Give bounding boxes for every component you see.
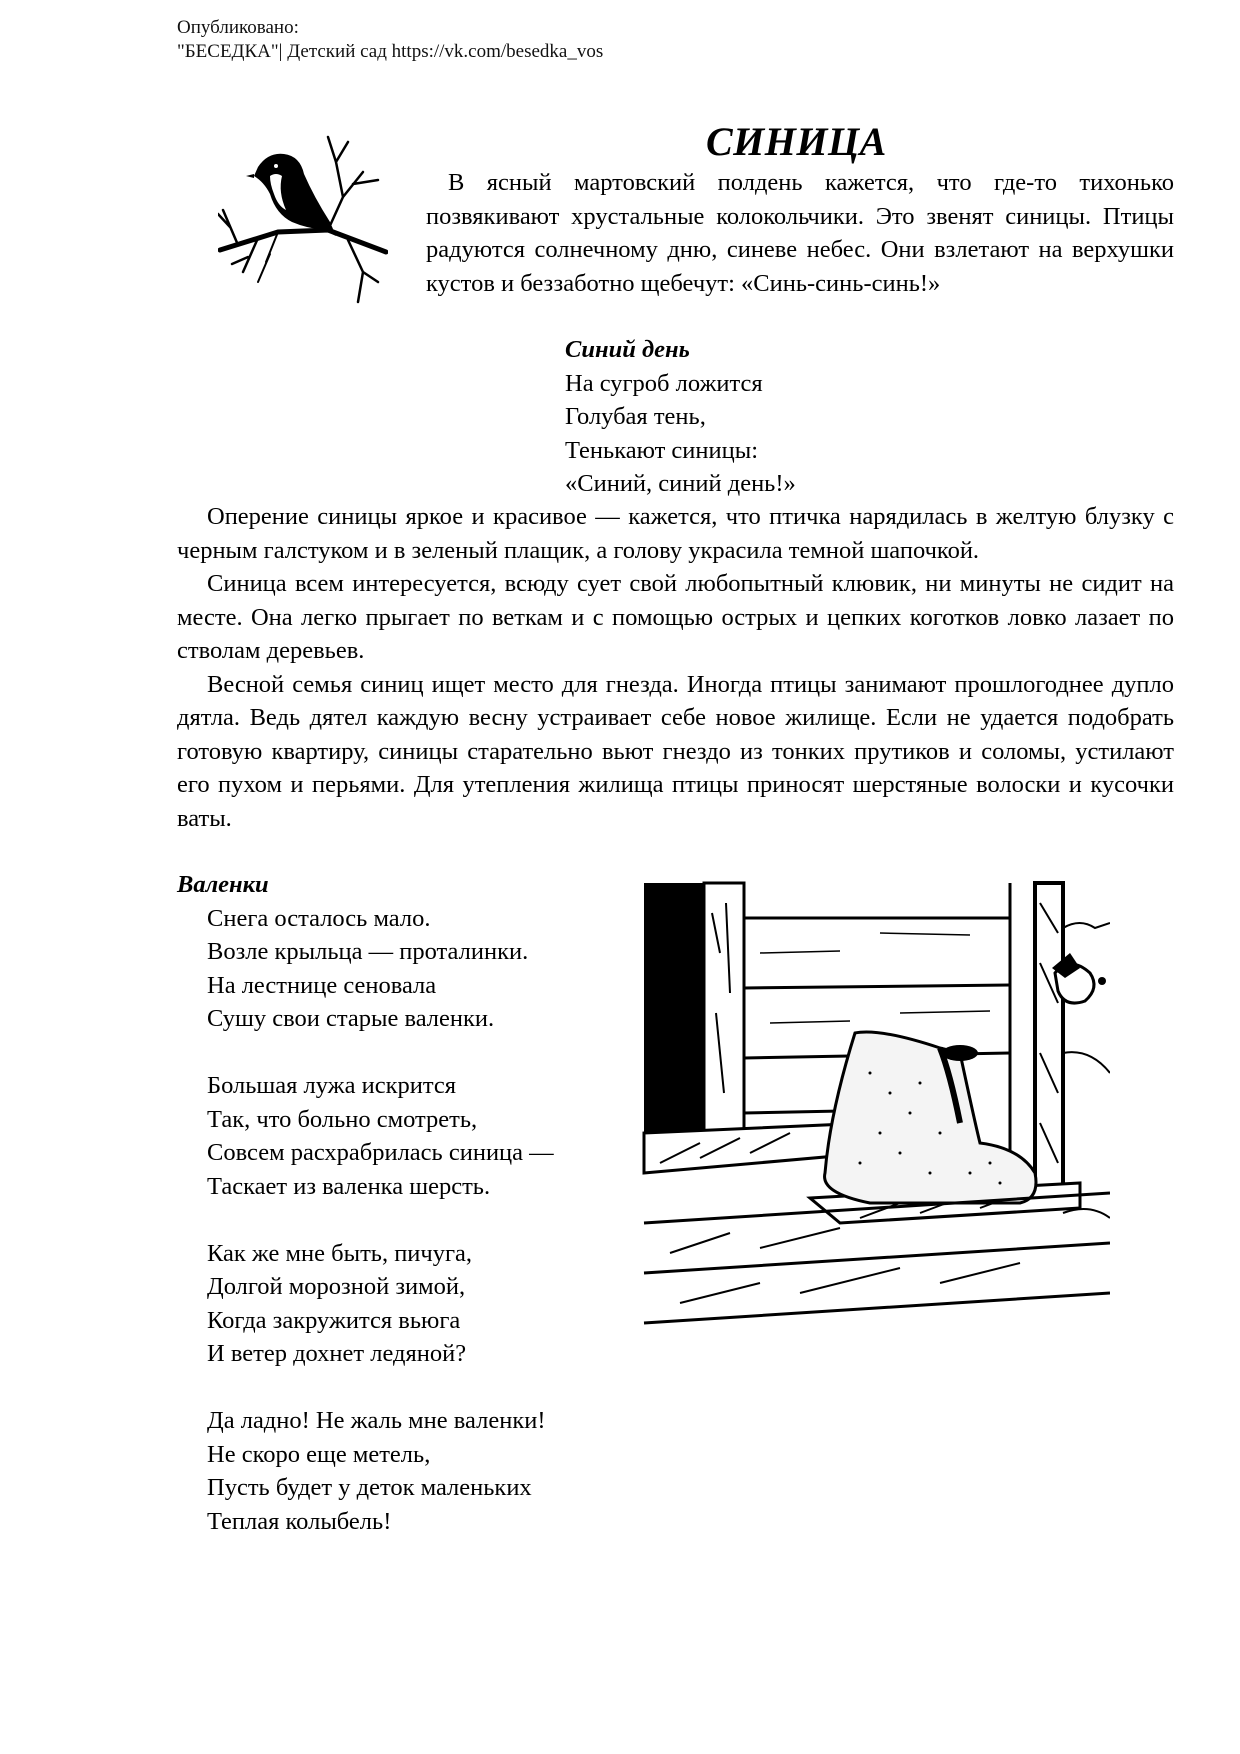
paragraph-nest: Весной семья синиц ищет место для гнезда. Иногда птицы занимают прошлогоднее дупло дятла. Ведь дятел каждую весну устраивает себе новое жилище. Если не удается подобрать готовую квартиру, синицы старательно вьют гнездо из тонких прутиков и соломы, устилают его пухом и перьями. Для утепления жилища птицы приносят шерстяные волоски и кусочки ваты. xyxy=(177,670,1174,832)
poem-siniy-den xyxy=(565,333,796,501)
source-line: "БЕСЕДКА"| Детский сад https://vk.com/besedka_vos xyxy=(177,41,604,62)
poem-line: «Синий, синий день!» xyxy=(565,470,796,497)
poem-line: На лестнице сеновала xyxy=(207,971,437,999)
poem-line: И ветер дохнет ледяной? xyxy=(207,1340,467,1367)
paragraph-curious: Синица всем интересуется, всюду сует свой любопытный клювик, ни минуты не сидит на месте. Она легко прыгает по веткам и с помощью острых и цепких коготков ловко лазает по стволам деревьев. xyxy=(177,570,1174,664)
poem-line: Теплая колыбель! xyxy=(207,1507,392,1535)
stanza-break xyxy=(177,1036,617,1070)
poem-line: Совсем расхрабрилась синица — xyxy=(207,1139,554,1166)
poem-line: Так, что больно смотреть, xyxy=(207,1105,478,1133)
poem-line: Как же мне быть, пичуга, xyxy=(207,1239,473,1267)
poem-line: Пусть будет у деток маленьких xyxy=(207,1474,532,1501)
poem-line: Таскает из валенка шерсть. xyxy=(207,1172,491,1200)
poem-valenki xyxy=(177,868,617,1538)
poem-line: Сушу свои старые валенки. xyxy=(207,1005,495,1032)
poem-line: Возле крыльца — проталинки. xyxy=(207,938,529,965)
poem-line: Голубая тень, xyxy=(565,403,706,430)
bird-on-branch-illustration xyxy=(218,132,388,304)
poem-line: Снега осталось мало. xyxy=(207,904,431,932)
poem-line: Да ладно! Не жаль мне валенки! xyxy=(207,1407,546,1434)
poem-title: Синий день xyxy=(565,336,690,363)
main-text xyxy=(177,500,1174,835)
article-title: СИНИЦА xyxy=(706,119,887,164)
stanza-break xyxy=(177,1371,617,1405)
intro-paragraph: В ясный мартовский полдень кажется, что где-то тихонько позвякивают хрустальные колокольчики. Это звенят синицы. Птицы радуются солнечному дню, синеве небес. Они взлетают на верхушки кустов и беззаботно щебечут: «Синь-синь-синь!» xyxy=(426,169,1174,297)
poem-title: Валенки xyxy=(177,871,269,898)
felt-boots-illustration xyxy=(640,873,1110,1355)
poem-line: Большая лужа искрится xyxy=(207,1072,457,1099)
poem-line: Когда закружится вьюга xyxy=(207,1306,461,1334)
poem-line: Не скоро еще метель, xyxy=(207,1440,431,1468)
stanza-break xyxy=(177,1203,617,1237)
published-label: Опубликовано: xyxy=(177,17,299,38)
paragraph-plumage: Оперение синицы яркое и красивое — кажется, что птичка нарядилась в желтую блузку с черным галстуком и в зеленый плащик, а голову украсила темной шапочкой. xyxy=(177,503,1174,564)
poem-line: Тенькают синицы: xyxy=(565,436,758,464)
poem-line: На сугроб ложится xyxy=(565,369,763,397)
publication-header xyxy=(177,16,603,64)
poem-line: Долгой морозной зимой, xyxy=(207,1273,466,1300)
